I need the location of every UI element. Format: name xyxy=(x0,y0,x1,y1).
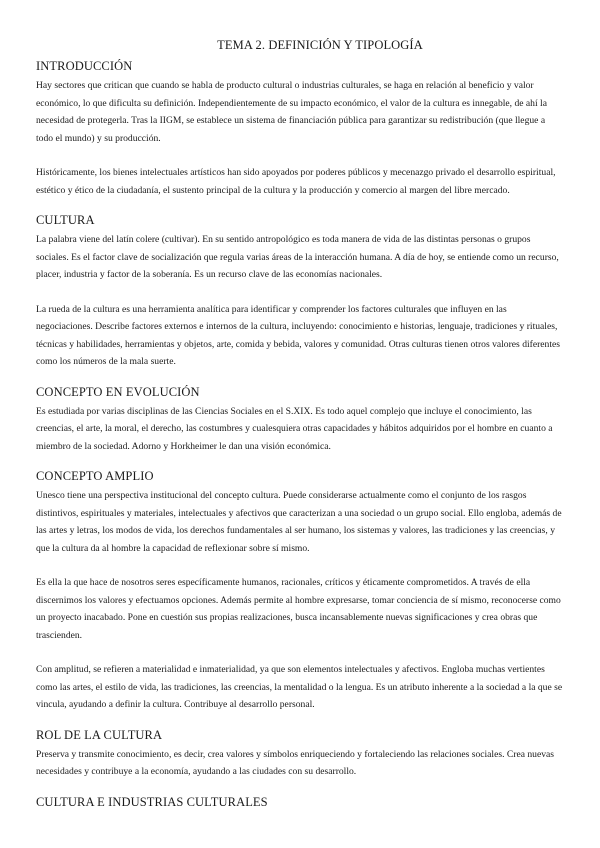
section-concepto-amplio xyxy=(36,469,564,714)
section-heading: CONCEPTO AMPLIO xyxy=(36,469,154,483)
section-introduccion xyxy=(36,59,564,199)
paragraph: Hay sectores que critican que cuando se habla de producto cultural o industrias culturales, se haga en relación al beneficio y valor económico, lo que dificulta su definición. Independientemente de su impacto económico, el valor de la cultura es innegable, de ahí la necesidad de protegerla. Tras la IIGM, se establece un sistema de financiación pública para garantizar su redistribución (que llegue a todo el mundo) y su producción. xyxy=(36,80,547,144)
document-page xyxy=(36,38,564,813)
section-heading: CONCEPTO EN EVOLUCIÓN xyxy=(36,384,200,399)
paragraph: Unesco tiene una perspectiva institucional del concepto cultura. Puede considerarse actualmente como el conjunto de los rasgos distintivos, espirituales y materiales, intelectuales y afectivos que caracterizan a una sociedad o un grupo social. Ello engloba, además de las artes y letras, los modos de vida, los derechos fundamentales al ser humano, los sistemas y valores, las tradiciones y las creencias, y que la cultura da al hombre la capacidad de reflexionar sobre sí mismo. xyxy=(36,490,562,554)
paragraph: Es ella la que hace de nosotros seres específicamente humanos, racionales, críticos y éticamente comprometidos. A través de ella discernimos los valores y efectuamos opciones. Además permite al hombre expresarse, tomar conciencia de sí mismo, reconocerse como un proyecto inacabado. Pone en cuestión sus propias realizaciones, busca incansablemente nuevas significaciones y crea obras que trascienden. xyxy=(36,577,561,641)
section-rol-de-la-cultura xyxy=(36,728,564,781)
section-cultura-e-industrias-culturales xyxy=(36,795,564,810)
document-title: TEMA 2. DEFINICIÓN Y TIPOLOGÍA xyxy=(217,38,423,52)
section-heading: INTRODUCCIÓN xyxy=(36,59,133,73)
paragraph: La rueda de la cultura es una herramienta analítica para identificar y comprender los factores culturales que influyen en las negociaciones. Describe factores externos e internos de la cultura, incluyendo: conocimiento e historias, lenguaje, tradiciones y rituales, técnicas y habilidades, herramientas y objetos, arte, comida y bebida, valores y comunidad. Otras culturas tienen otros valores diferentes como los números de la mala suerte. xyxy=(36,303,561,367)
paragraph: Históricamente, los bienes intelectuales artísticos han sido apoyados por poderes públicos y mecenazgo privado el desarrollo espiritual, estético y ético de la ciudadanía, el sustento principal de la cultura y la producción y comercio al margen del libre mercado. xyxy=(36,167,556,196)
paragraph: La palabra viene del latín colere (cultivar). En su sentido antropológico es toda manera de vida de las distintas personas o grupos sociales. Es el factor clave de socialización que regula varias áreas de la interacción humana. A día de hoy, se entiende como un recurso, placer, industria y factor de la soberanía. Es un recurso clave de las economías nacionales. xyxy=(36,234,559,280)
section-heading: ROL DE LA CULTURA xyxy=(36,727,163,742)
paragraph: Con amplitud, se refieren a materialidad e inmaterialidad, ya que son elementos intelectuales y afectivos. Engloba muchas vertientes como las artes, el estilo de vida, las tradiciones, las creencias, la mentalidad o la lengua. Es un atributo inherente a la sociedad a la que se vincula, ayudando a definir la cultura. Contribuye al desarrollo personal. xyxy=(36,664,563,710)
section-heading: CULTURA xyxy=(36,213,95,227)
paragraph: Preserva y transmite conocimiento, es decir, crea valores y símbolos enriqueciendo y fortaleciendo las relaciones sociales. Crea nuevas necesidades y contribuye a la economía, ayudando a las ciudades con su desarrollo. xyxy=(36,748,555,777)
section-concepto-en-evolucion xyxy=(36,385,564,456)
paragraph: Es estudiada por varias disciplinas de las Ciencias Sociales en el S.XIX. Es todo aquel complejo que incluye el conocimiento, las creencias, el arte, la moral, el derecho, las costumbres y cualesquiera otras capacidades y hábitos adquiridos por el hombre en cuanto a miembro de la sociedad. Adorno y Horkheimer le dan una visión económica. xyxy=(36,405,553,452)
section-cultura xyxy=(36,213,564,371)
section-heading: CULTURA E INDUSTRIAS CULTURALES xyxy=(36,794,268,809)
